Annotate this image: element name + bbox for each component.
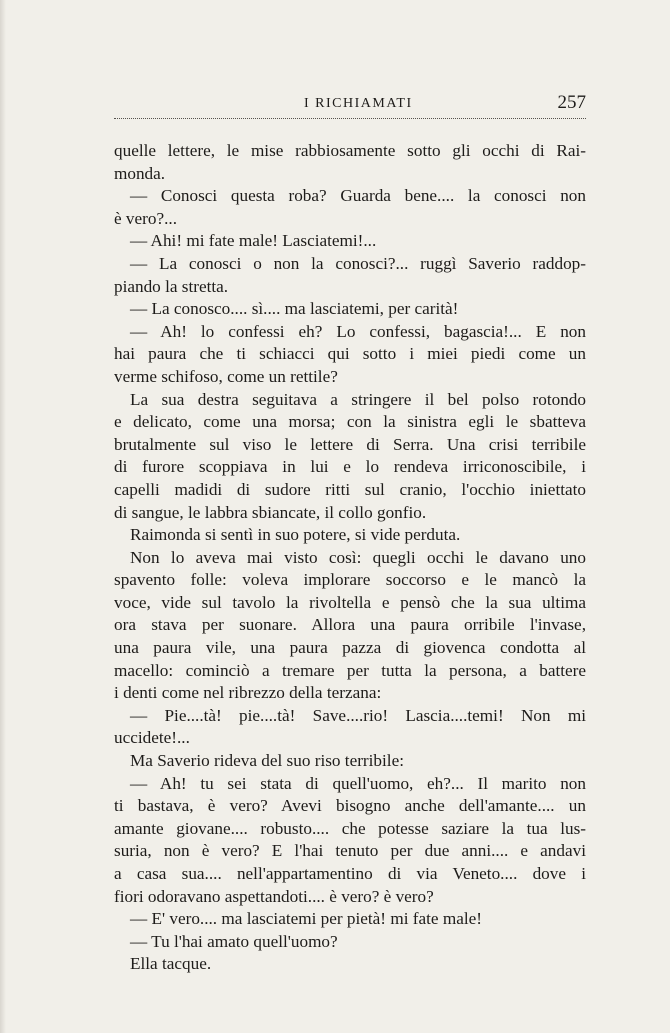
- text-line: a casa sua.... nell'appartamentino di via Veneto.... dove i: [114, 864, 586, 883]
- text-line: e delicato, come una morsa; con la sinistra egli le sbatteva: [114, 412, 586, 432]
- body-text: [114, 140, 586, 976]
- text-line: di furore scoppiava in lui e lo rendeva irriconoscibile, i: [114, 457, 586, 477]
- text-line: voce, vide sul tavolo la rivoltella e pensò che la sua ultima: [114, 592, 586, 612]
- text-line: — Conosci questa roba? Guarda bene.... la conosci non: [130, 186, 586, 206]
- text-line: macello: cominciò a tremare per tutta la persona, a battere: [114, 660, 586, 680]
- text-line: — La conosco.... sì.... ma lasciatemi, per carità!: [130, 299, 459, 319]
- text-line: spavento folle: voleva implorare soccorso e le mancò la: [114, 570, 586, 590]
- text-line: — Ah! tu sei stata di quell'uomo, eh?... Il marito non: [130, 773, 586, 793]
- text-line: — Ahi! mi fate male! Lasciatemi!...: [130, 231, 377, 251]
- text-line: hai paura che ti schiacci qui sotto i miei piedi come un: [114, 344, 586, 364]
- text-line: — Pie....tà! pie....tà! Save....rio! Lascia....temi! Non mi: [130, 705, 586, 725]
- text-line: quelle lettere, le mise rabbiosamente sotto gli occhi di Rai-: [114, 141, 586, 160]
- text-line: Ma Saverio rideva del suo riso terribile:: [130, 751, 404, 771]
- text-line: uccidete!...: [114, 728, 190, 748]
- text-line: è vero?...: [114, 208, 177, 228]
- text-line: i denti come nel ribrezzo della terzana:: [114, 683, 382, 703]
- text-line: una paura vile, una paura pazza di giovenca condotta al: [114, 638, 586, 658]
- page-number: 257: [557, 92, 586, 113]
- text-line: — Tu l'hai amato quell'uomo?: [130, 931, 338, 951]
- text-line: La sua destra seguitava a stringere il bel polso rotondo: [130, 389, 586, 409]
- text-line: — E' vero.... ma lasciatemi per pietà! mi fate male!: [130, 909, 482, 929]
- text-line: Ella tacque.: [130, 954, 212, 974]
- text-line: ti bastava, è vero? Avevi bisogno anche dell'amante.... un: [114, 796, 586, 816]
- text-line: ora stava per suonare. Allora una paura orribile l'invase,: [114, 615, 586, 635]
- text-line: Raimonda si sentì in suo potere, si vide perduta.: [130, 525, 461, 545]
- page-header: [114, 92, 586, 119]
- text-line: fiori odoravano aspettandoti.... è vero? è vero?: [114, 886, 434, 906]
- text-line: piando la stretta.: [114, 276, 229, 296]
- text-line: verme schifoso, come un rettile?: [114, 366, 338, 386]
- text-line: brutalmente sul viso le lettere di Serra. Una crisi terribile: [114, 434, 586, 454]
- text-line: suria, non è vero? E l'hai tenuto per due anni.... e andavi: [114, 841, 586, 861]
- text-line: — La conosci o non la conosci?... ruggì Saverio raddop-: [130, 253, 586, 273]
- text-line: monda.: [114, 163, 166, 183]
- text-line: Non lo aveva mai visto così: quegli occhi le davano uno: [130, 547, 586, 567]
- text-line: amante giovane.... robusto.... che potesse saziare la tua lus-: [114, 818, 586, 838]
- text-line: capelli madidi di sudore ritti sul cranio, l'occhio iniettato: [114, 479, 586, 499]
- text-line: di sangue, le labbra sbiancate, il collo gonfio.: [114, 502, 427, 522]
- text-line: — Ah! lo confessi eh? Lo confessi, bagascia!... E non: [130, 321, 586, 341]
- page-edge-shadow: [0, 0, 6, 1033]
- running-title: I RICHIAMATI: [304, 96, 413, 111]
